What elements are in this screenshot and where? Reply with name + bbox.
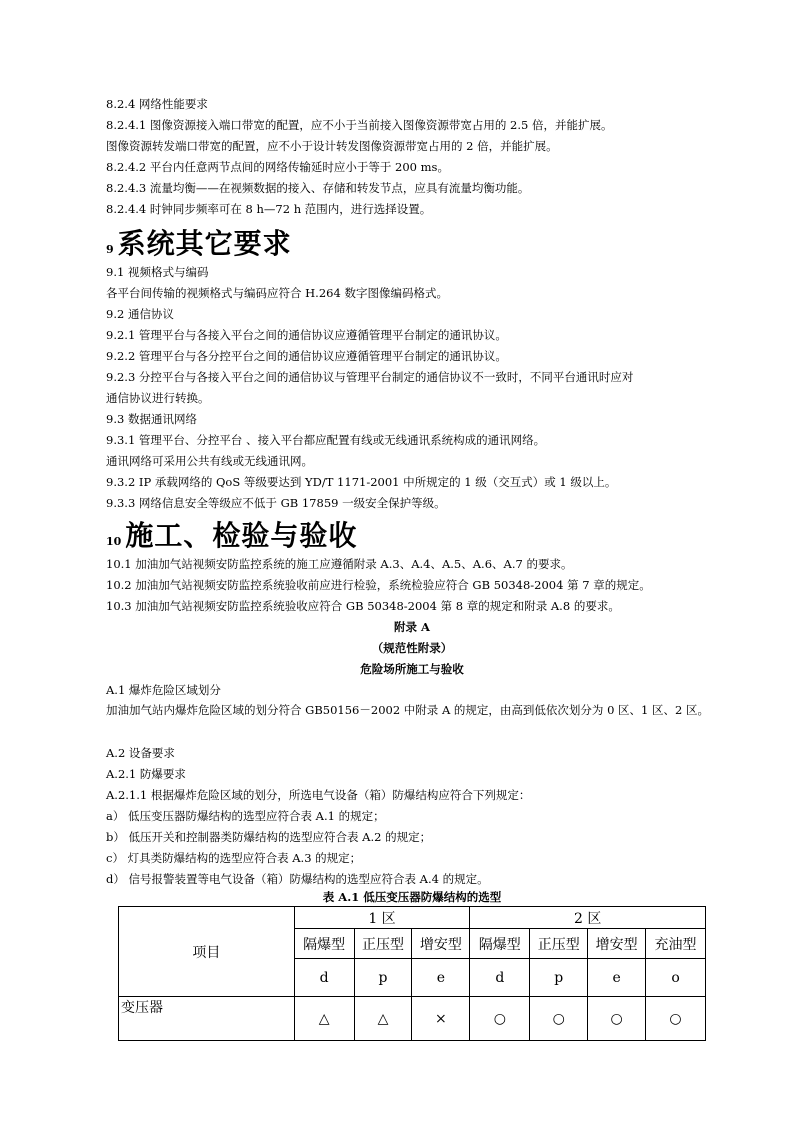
clause-10-2: 10.2 加油加气站视频安防监控系统验收前应进行检验，系统检验应符合 GB 50348-2004 第 7 章的规定。 [106,578,651,592]
clause-9-3-1-cont: 通讯网络可采用公共有线或无线通讯网。 [106,454,313,468]
table-type-cell: 增安型 [412,929,470,959]
list-item-c: c） 灯具类防爆结构的选型应符合表 A.3 的规定； [106,851,362,865]
clause-9-2-2: 9.2.2 管理平台与各分控平台之间的通信协议应遵循管理平台制定的通讯协议。 [106,349,507,363]
table-type-cell: 充油型 [646,929,706,959]
table-code-cell: p [530,959,588,997]
chapter-9-heading [106,222,292,262]
clause-9-2-3: 9.2.3 分控平台与各接入平台之间的通信协议与管理平台制定的通信协议不一致时，不同平台通讯时应对 [106,370,634,384]
clause-8-2-4-4: 8.2.4.4 时钟同步频率可在 8 h—72 h 范围内，进行选择设置。 [106,202,432,216]
chapter-9-number: 9 [106,243,114,256]
section-a-1-body: 加油加气站内爆炸危险区域的划分符合 GB50156－2002 中附录 A 的规定，由高到低依次划分为 0 区、1 区、2 区。 [106,703,709,717]
clause-9-3-1: 9.3.1 管理平台、分控平台 、接入平台都应配置有线或无线通讯系统构成的通讯网络。 [106,433,546,447]
clause-9-2-3-cont: 通信协议进行转换。 [106,391,210,405]
table-caption: 表 A.1 低压变压器防爆结构的选型 [322,890,502,904]
clause-9-2-1: 9.2.1 管理平台与各接入平台之间的通信协议应遵循管理平台制定的通讯协议。 [106,328,507,342]
table-code-cell: o [646,959,706,997]
table-type-cell: 隔爆型 [470,929,530,959]
table-type-cell: 正压型 [530,929,588,959]
table-zone1-header: 1 区 [294,907,470,929]
table-type-cell: 正压型 [354,929,412,959]
table-code-cell: d [470,959,530,997]
table-row-label: 变压器 [119,997,295,1041]
chapter-9-title: 系统其它要求 [117,227,292,260]
table-a-1 [118,906,706,1041]
table-value-cell: ○ [588,997,646,1041]
list-item-a: a） 低压变压器防爆结构的选型应符合表 A.1 的规定； [106,809,385,823]
list-item-d: d） 信号报警装置等电气设备（箱）防爆结构的选型应符合表 A.4 的规定。 [106,872,489,886]
table-code-cell: e [588,959,646,997]
table-value-cell: △ [294,997,354,1041]
clause-9-3-3: 9.3.3 网络信息安全等级应不低于 GB 17859 一级安全保护等级。 [106,496,446,510]
section-9-1: 9.1 视频格式与编码 [106,265,209,279]
section-9-2: 9.2 通信协议 [106,307,174,321]
table-value-cell: ○ [530,997,588,1041]
table-code-cell: p [354,959,412,997]
appendix-title: 附录 A [394,620,430,634]
section-9-1-body: 各平台间传输的视频格式与编码应符合 H.264 数字图像编码格式。 [106,286,448,300]
clause-8-2-4-1-cont: 图像资源转发端口带宽的配置，应不小于设计转发图像资源带宽占用的 2 倍，并能扩展。 [106,139,558,153]
clause-a-2-1-1: A.2.1.1 根据爆炸危险区域的划分，所选电气设备（箱）防爆结构应符合下列规定： [106,788,531,802]
section-a-2-1: A.2.1 防爆要求 [106,767,186,781]
section-a-2: A.2 设备要求 [106,746,175,760]
clause-8-2-4-1: 8.2.4.1 图像资源接入端口带宽的配置，应不小于当前接入图像资源带宽占用的 2.5 倍，并能扩展。 [106,118,613,132]
clause-8-2-4-2: 8.2.4.2 平台内任意两节点间的网络传输延时应小于等于 200 ms。 [106,160,449,174]
table-type-cell: 增安型 [588,929,646,959]
table-item-header: 项目 [119,907,295,997]
chapter-10-heading [106,514,357,554]
list-item-b: b） 低压开关和控制器类防爆结构的选型应符合表 A.2 的规定； [106,830,432,844]
appendix-subtitle: （规范性附录） [371,641,453,655]
chapter-10-title: 施工、检验与验收 [125,519,358,552]
table-value-cell: △ [354,997,412,1041]
table-type-cell: 隔爆型 [294,929,354,959]
table-value-cell: ○ [470,997,530,1041]
section-a-1: A.1 爆炸危险区域划分 [106,683,221,697]
section-9-3: 9.3 数据通讯网络 [106,412,197,426]
clause-10-3: 10.3 加油加气站视频安防监控系统验收应符合 GB 50348-2004 第 8 章的规定和附录 A.8 的要求。 [106,599,620,613]
table-code-cell: e [412,959,470,997]
table-zone2-header: 2 区 [470,907,706,929]
clause-9-3-2: 9.3.2 IP 承载网络的 QoS 等级要达到 YD/T 1171-2001 中所规定的 1 级（交互式）或 1 级以上。 [106,475,617,489]
section-8-2-4-title: 8.2.4 网络性能要求 [106,97,208,111]
clause-10-1: 10.1 加油加气站视频安防监控系统的施工应遵循附录 A.3、A.4、A.5、A.6、A.7 的要求。 [106,557,573,571]
chapter-10-number: 10 [106,535,122,548]
clause-8-2-4-3: 8.2.4.3 流量均衡——在视频数据的接入、存储和转发节点，应具有流量均衡功能。 [106,181,530,195]
table-value-cell: ○ [646,997,706,1041]
table-value-cell: × [412,997,470,1041]
appendix-name: 危险场所施工与验收 [360,662,464,676]
table-code-cell: d [294,959,354,997]
